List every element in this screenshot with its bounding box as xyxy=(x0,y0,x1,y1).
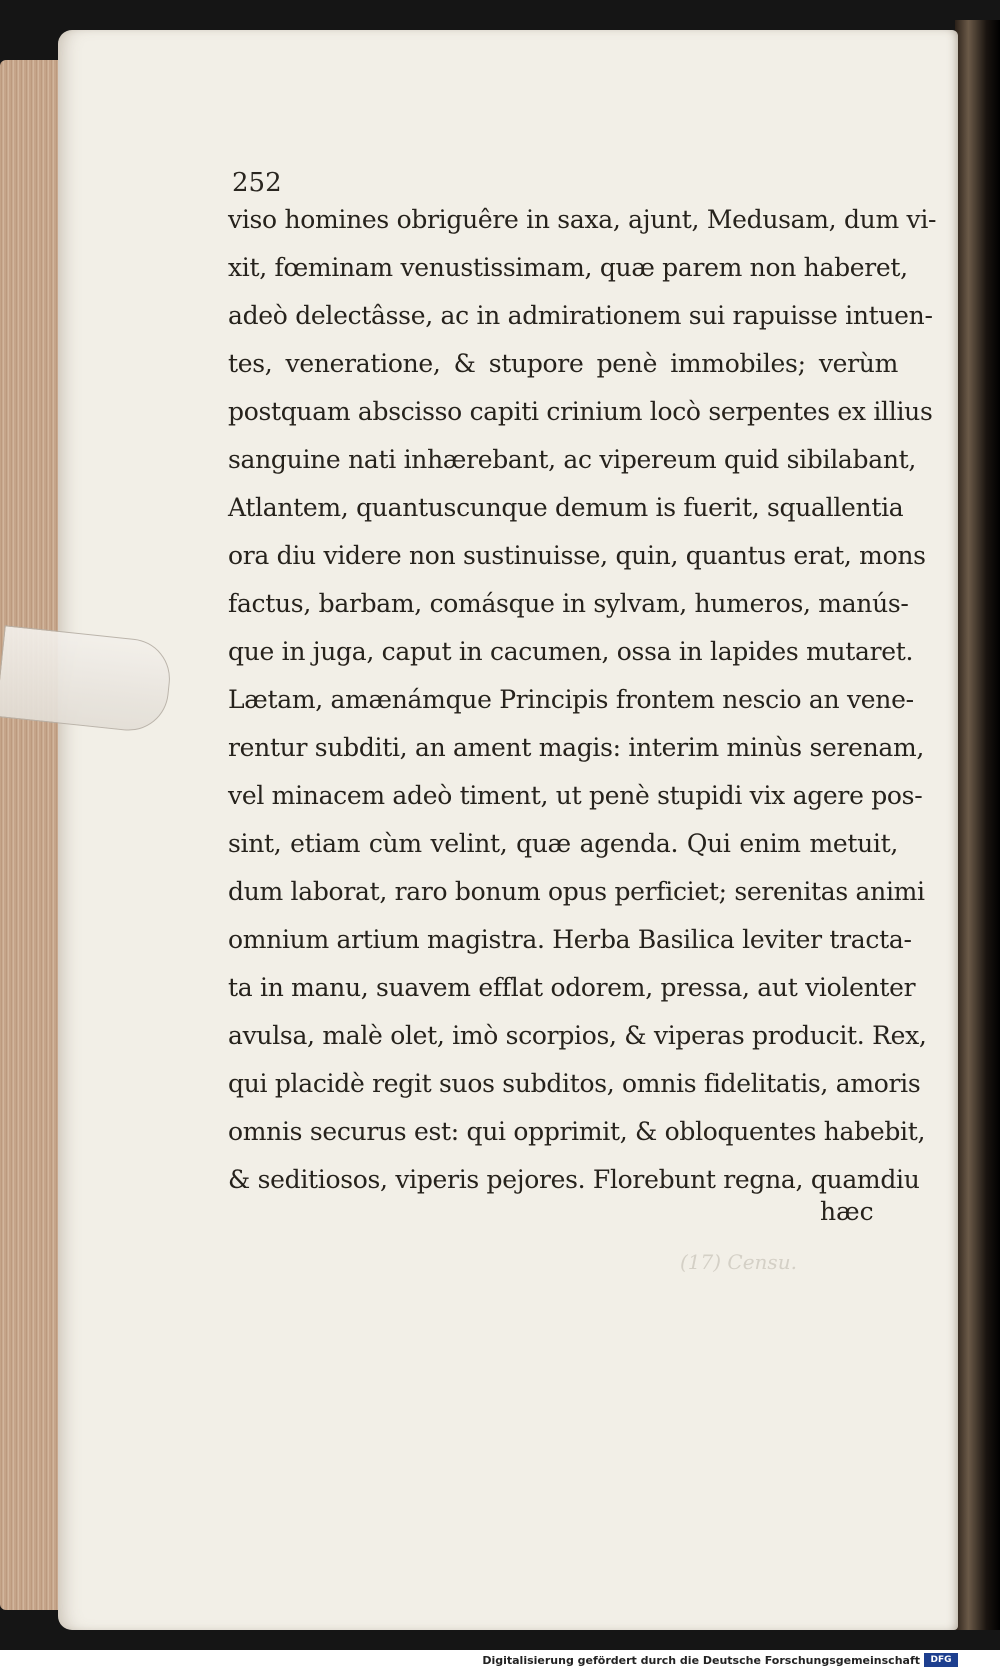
page-number: 252 xyxy=(232,168,282,198)
text-line: sanguine nati inhærebant, ac vipereum quid sibilabant, xyxy=(228,445,917,474)
text-line: adeò delectâsse, ac in admirationem sui rapuisse intuen- xyxy=(228,301,933,330)
body-text xyxy=(228,196,937,1204)
dfg-logo-icon: DFG xyxy=(924,1653,958,1667)
text-line: ta in manu, suavem efflat odorem, pressa, aut violenter xyxy=(228,973,916,1002)
text-line: qui placidè regit suos subditos, omnis fidelitatis, amoris xyxy=(228,1069,921,1098)
text-line: que in juga, caput in cacumen, ossa in lapides mutaret. xyxy=(228,637,914,666)
footer xyxy=(0,1650,1000,1672)
text-line: Atlantem, quantuscunque demum is fuerit, squallentia xyxy=(228,493,904,522)
text-line: factus, barbam, comásque in sylvam, humeros, manús- xyxy=(228,589,909,618)
text-line: viso homines obriguêre in saxa, ajunt, Medusam, dum vi- xyxy=(228,205,937,234)
text-line: ora diu videre non sustinuisse, quin, quantus erat, mons xyxy=(228,541,926,570)
text-line: tes, veneratione, & stupore penè immobiles; verùm xyxy=(228,349,898,378)
book-spine-edge xyxy=(955,20,1000,1630)
text-line: omnis securus est: qui opprimit, & obloquentes habebit, xyxy=(228,1117,926,1146)
bleed-through-note: (17) Censu. xyxy=(680,1250,797,1274)
text-line: postquam abscisso capiti crinium locò serpentes ex illius xyxy=(228,397,933,426)
text-line: vel minacem adeò timent, ut penè stupidi vix agere pos- xyxy=(228,781,923,810)
text-line: xit, fœminam venustissimam, quæ parem non haberet, xyxy=(228,253,908,282)
text-line: avulsa, malè olet, imò scorpios, & viperas producit. Rex, xyxy=(228,1021,927,1050)
catchword: hæc xyxy=(820,1197,874,1226)
text-line: omnium artium magistra. Herba Basilica leviter tracta- xyxy=(228,925,912,954)
text-line: Lætam, amænámque Principis frontem nescio an vene- xyxy=(228,685,914,714)
text-line: rentur subditi, an ament magis: interim minùs serenam, xyxy=(228,733,925,762)
text-line: & seditiosos, viperis pejores. Florebunt regna, quamdiu xyxy=(228,1165,920,1194)
text-line: sint, etiam cùm velint, quæ agenda. Qui enim metuit, xyxy=(228,829,898,858)
text-line: dum laborat, raro bonum opus perficiet; serenitas animi xyxy=(228,877,925,906)
bleed-through-text xyxy=(600,1210,880,1280)
digitization-credit: Digitalisierung gefördert durch die Deutsche Forschungsgemeinschaft xyxy=(482,1654,920,1667)
